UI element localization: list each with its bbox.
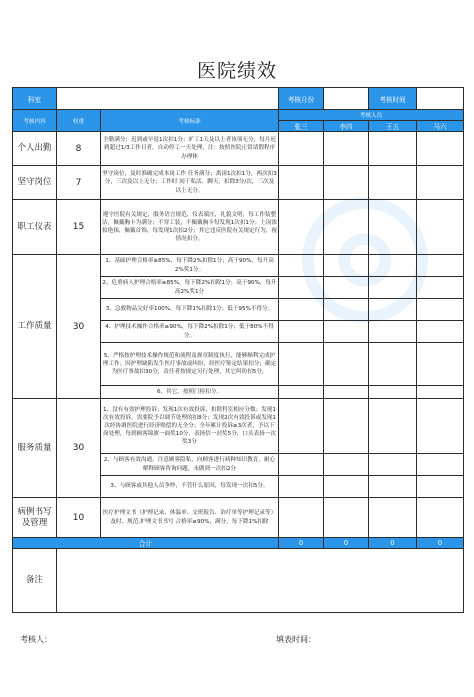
score-cell[interactable] — [369, 386, 417, 399]
score-cell[interactable] — [324, 132, 369, 166]
header-row — [13, 88, 464, 110]
score-cell[interactable] — [417, 476, 464, 498]
score-cell[interactable] — [324, 166, 369, 200]
score-cell[interactable] — [369, 321, 417, 343]
remarks-label: 备注 — [13, 549, 57, 613]
criteria-item: 3、与顾客或其他人员争吵，不管什么原因，每发现一次扣5分。 — [101, 476, 279, 498]
score-cell[interactable] — [369, 277, 417, 299]
total-value: 0 — [417, 538, 464, 549]
dept-value-field[interactable] — [57, 88, 279, 110]
weight-cell: 10 — [57, 498, 101, 538]
score-cell[interactable] — [279, 166, 324, 200]
score-cell[interactable] — [324, 299, 369, 321]
category-cell: 个人出勤 — [13, 132, 57, 166]
staff-header: 王五 — [369, 121, 417, 132]
criteria-cell: 遵守医院有关规定，服务语言规范，仪表端庄，礼貌文明，每工作装整洁，佩戴胸卡为满分；不穿工装，不佩戴胸卡每发现1次扣1分；上岗浓妆艳抹，佩戴首饰，每发现1次扣2分；其它违反医院有关规定行为，视情况扣分。 — [101, 200, 279, 255]
table-row — [13, 200, 464, 255]
score-cell[interactable] — [369, 166, 417, 200]
score-cell[interactable] — [279, 343, 324, 386]
weight-cell: 30 — [57, 399, 101, 498]
score-cell[interactable] — [417, 132, 464, 166]
score-cell[interactable] — [279, 476, 324, 498]
score-cell[interactable] — [417, 399, 464, 454]
score-cell[interactable] — [324, 386, 369, 399]
score-cell[interactable] — [279, 454, 324, 476]
criteria-item: 1、基础护理合格率≥85%，每下降2%扣除1分；高于90%，每升高2%奖1分。 — [101, 255, 279, 277]
score-cell[interactable] — [324, 498, 369, 538]
score-cell[interactable] — [417, 299, 464, 321]
criteria-cell: 全勤满分；迟到或早退1次扣1分；旷工1天及以上者该项无分，每月迟到超过1/3工作日者，自动停工一天处理，注：按照医院正常请假程序办理休 — [101, 132, 279, 166]
criteria-item: 1、没有有效护理投诉；发现1次有效投诉，扣除科室相应分数；发现1次有效投诉，需要院予以调节处理的扣8分；发现2次有效投诉或发现1次经协调医院进行经济赔偿的无全分；全年累计投诉≥3次者，予以下岗处理，每到顾客锦旗一面奖10分，表扬信一封奖5分，口头表扬一次奖3分 — [101, 399, 279, 454]
score-cell[interactable] — [279, 498, 324, 538]
score-cell[interactable] — [324, 343, 369, 386]
staff-header: 马六 — [417, 121, 464, 132]
remarks-field[interactable] — [57, 549, 464, 613]
criteria-cell: 坚守岗位，及时准确完成本岗工作 任务满分；离岗1次扣1分，两次扣3分，三次及以上无分；工作时 间干私活、聊天，扣除3分/次，三次及以上无分。 — [101, 166, 279, 200]
time-value-field[interactable] — [417, 88, 464, 110]
remarks-row — [13, 549, 464, 613]
staff-header: 李四 — [324, 121, 369, 132]
criteria-item: 3、急救物品完好率100%，每下降1%扣除1分；低于95%不得分。 — [101, 299, 279, 321]
score-cell[interactable] — [324, 321, 369, 343]
criteria-column-header: 考核标准 — [101, 110, 279, 132]
score-cell[interactable] — [324, 200, 369, 255]
criteria-item: 2、危重病人护理合格率≥85%，每下降2%扣除1分；高于90%，每升高2%奖1分 — [101, 277, 279, 299]
score-cell[interactable] — [279, 386, 324, 399]
filled-time-label: 填表时间： — [276, 635, 316, 644]
weight-cell: 15 — [57, 200, 101, 255]
score-cell[interactable] — [417, 454, 464, 476]
criteria-item: 6、其它，按照门检扣分。 — [101, 386, 279, 399]
score-cell[interactable] — [324, 255, 369, 277]
category-cell: 坚守岗位 — [13, 166, 57, 200]
weight-column-header: 权重 — [57, 110, 101, 132]
score-cell[interactable] — [417, 200, 464, 255]
content-column-header: 考核内容 — [13, 110, 57, 132]
month-label: 考核月份 — [279, 88, 324, 110]
total-value: 0 — [279, 538, 324, 549]
score-cell[interactable] — [324, 476, 369, 498]
dept-label: 科室 — [13, 88, 57, 110]
score-cell[interactable] — [369, 200, 417, 255]
criteria-item: 2、与顾客有效沟通，注意顾客隐私，向顾客进行病种知识教育，耐心解释顾客咨询问题，未做到一次扣2分 — [101, 454, 279, 476]
total-row — [13, 538, 464, 549]
page-title: 医院绩效 — [196, 60, 277, 82]
score-cell[interactable] — [279, 132, 324, 166]
score-cell[interactable] — [417, 498, 464, 538]
score-cell[interactable] — [417, 277, 464, 299]
category-cell: 病例书写及管理 — [13, 498, 57, 538]
score-cell[interactable] — [417, 386, 464, 399]
total-value: 0 — [369, 538, 417, 549]
criteria-item: 4、护理技术操作合格率≥90%，每下降2%扣除1分；低于80%不得分。 — [101, 321, 279, 343]
score-cell[interactable] — [279, 200, 324, 255]
total-value: 0 — [324, 538, 369, 549]
score-cell[interactable] — [324, 277, 369, 299]
total-label: 合计 — [13, 538, 279, 549]
score-cell[interactable] — [324, 399, 369, 454]
category-cell: 服务质量 — [13, 399, 57, 498]
score-cell[interactable] — [369, 343, 417, 386]
score-cell[interactable] — [417, 343, 464, 386]
staff-header: 张三 — [279, 121, 324, 132]
column-header-row — [13, 110, 464, 121]
score-cell[interactable] — [369, 299, 417, 321]
month-value-field[interactable] — [324, 88, 369, 110]
score-cell[interactable] — [279, 321, 324, 343]
weight-cell: 30 — [57, 255, 101, 399]
score-cell[interactable] — [369, 399, 417, 454]
category-cell: 工作质量 — [13, 255, 57, 399]
score-cell[interactable] — [324, 454, 369, 476]
score-cell[interactable] — [417, 321, 464, 343]
criteria-cell: 医疗护理文书（护理记录、体温单、交班报告、治疗单等护理记录等）及时、规范,护理文书书写 合格率≥90%，满分，每下降1%扣除 — [101, 498, 279, 538]
table-row — [13, 132, 464, 166]
score-cell[interactable] — [279, 399, 324, 454]
table-row — [13, 498, 464, 538]
table-row — [13, 166, 464, 200]
score-cell[interactable] — [369, 132, 417, 166]
score-cell[interactable] — [369, 454, 417, 476]
category-cell: 职工仪表 — [13, 200, 57, 255]
table-row — [13, 399, 464, 454]
weight-cell: 8 — [57, 132, 101, 166]
performance-table — [12, 87, 464, 613]
score-cell[interactable] — [279, 299, 324, 321]
score-cell[interactable] — [369, 255, 417, 277]
score-cell[interactable] — [369, 498, 417, 538]
score-cell[interactable] — [369, 476, 417, 498]
staff-group-header: 考核人员 — [279, 110, 464, 121]
score-cell[interactable] — [417, 255, 464, 277]
assessor-label: 考核人： — [20, 635, 52, 644]
time-label: 考核时间 — [369, 88, 417, 110]
criteria-item: 5、严格按护理技术操作规范和流程及规章制度执行，能够顺利完成护理工作；因护理缺陷发生医疗事故或纠纷，经医疗鉴定结果扣分；确定为医疗事故扣30分，责任者按规定另行处理，其它纠纷扣5分。 — [101, 343, 279, 386]
score-cell[interactable] — [279, 255, 324, 277]
score-cell[interactable] — [279, 277, 324, 299]
weight-cell: 7 — [57, 166, 101, 200]
table-row — [13, 255, 464, 277]
score-cell[interactable] — [417, 166, 464, 200]
